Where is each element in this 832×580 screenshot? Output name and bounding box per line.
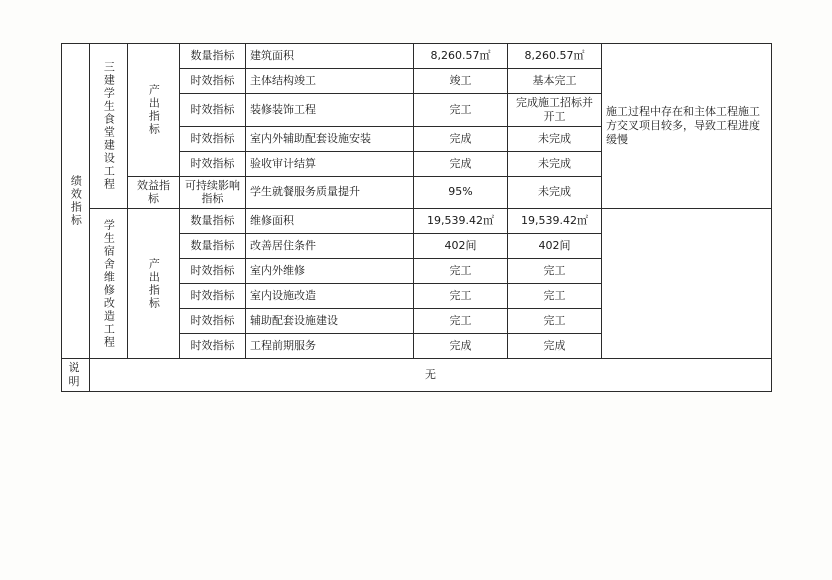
- indicator-item: 室内外维修: [246, 259, 414, 284]
- indicator-type: 时效指标: [180, 151, 246, 176]
- remark-row: [62, 359, 772, 392]
- indicator-target: 完成: [414, 151, 508, 176]
- remark-value: 无: [90, 359, 772, 392]
- indicator-item: 改善居住条件: [246, 234, 414, 259]
- indicator-item: 装修装饰工程: [246, 94, 414, 127]
- indicator-item: 辅助配套设施建设: [246, 309, 414, 334]
- indicator-item: 室内设施改造: [246, 284, 414, 309]
- indicator-target: 8,260.57㎡: [414, 44, 508, 69]
- indicator-target: 完工: [414, 309, 508, 334]
- group-label-text-1-1: 产出指标: [147, 83, 161, 136]
- indicator-actual: 8,260.57㎡: [508, 44, 602, 69]
- indicator-type: 时效指标: [180, 284, 246, 309]
- indicator-actual: 完工: [508, 284, 602, 309]
- indicator-actual: 19,539.42㎡: [508, 209, 602, 234]
- side-label-text: 绩效指标: [69, 175, 83, 227]
- indicator-actual: 未完成: [508, 176, 602, 209]
- indicator-actual: 完成施工招标并开工: [508, 94, 602, 127]
- indicator-actual: 未完成: [508, 151, 602, 176]
- indicator-type: 时效指标: [180, 69, 246, 94]
- indicator-item: 维修面积: [246, 209, 414, 234]
- indicator-target: 402间: [414, 234, 508, 259]
- indicator-type: 可持续影响指标: [180, 176, 246, 209]
- indicator-type: 数量指标: [180, 209, 246, 234]
- project-name-cell-2: [90, 209, 128, 359]
- indicator-target: 完工: [414, 284, 508, 309]
- performance-indicator-table: [61, 43, 772, 392]
- indicator-target: 完工: [414, 259, 508, 284]
- indicator-actual: 完工: [508, 309, 602, 334]
- group-label-cell-2-1: [128, 209, 180, 359]
- indicator-item: 主体结构竣工: [246, 69, 414, 94]
- indicator-target: 完工: [414, 94, 508, 127]
- indicator-type: 时效指标: [180, 94, 246, 127]
- indicator-actual: 未完成: [508, 126, 602, 151]
- indicator-item: 建筑面积: [246, 44, 414, 69]
- indicator-target: 19,539.42㎡: [414, 209, 508, 234]
- indicator-type: 数量指标: [180, 234, 246, 259]
- indicator-type: 时效指标: [180, 309, 246, 334]
- project-note-2: [602, 209, 772, 359]
- side-label-cell: [62, 44, 90, 359]
- indicator-target: 完成: [414, 126, 508, 151]
- indicator-actual: 402间: [508, 234, 602, 259]
- indicator-item: 工程前期服务: [246, 334, 414, 359]
- table-row: [62, 44, 772, 69]
- indicator-target: 95%: [414, 176, 508, 209]
- indicator-target: 完成: [414, 334, 508, 359]
- indicator-target: 竣工: [414, 69, 508, 94]
- indicator-item: 学生就餐服务质量提升: [246, 176, 414, 209]
- indicator-type: 时效指标: [180, 126, 246, 151]
- indicator-item: 验收审计结算: [246, 151, 414, 176]
- group-label-cell-1-1: [128, 44, 180, 177]
- project-name-cell-1: [90, 44, 128, 209]
- project-note-1: 施工过程中存在和主体工程施工方交叉项目较多，导致工程进度缓慢: [602, 44, 772, 209]
- indicator-type: 时效指标: [180, 334, 246, 359]
- indicator-type: 时效指标: [180, 259, 246, 284]
- project-name-text-2: 学生宿舍维修改造工程: [102, 218, 116, 349]
- project-name-text-1: 三建学生食堂建设工程: [102, 61, 116, 191]
- indicator-actual: 完成: [508, 334, 602, 359]
- group-label-text-2-1: 产出指标: [147, 257, 161, 310]
- remark-label: 说明: [62, 359, 90, 392]
- table-row: [62, 209, 772, 234]
- indicator-type: 数量指标: [180, 44, 246, 69]
- indicator-actual: 基本完工: [508, 69, 602, 94]
- indicator-item: 室内外辅助配套设施安装: [246, 126, 414, 151]
- group-label-cell-1-2: 效益指标: [128, 176, 180, 209]
- indicator-actual: 完工: [508, 259, 602, 284]
